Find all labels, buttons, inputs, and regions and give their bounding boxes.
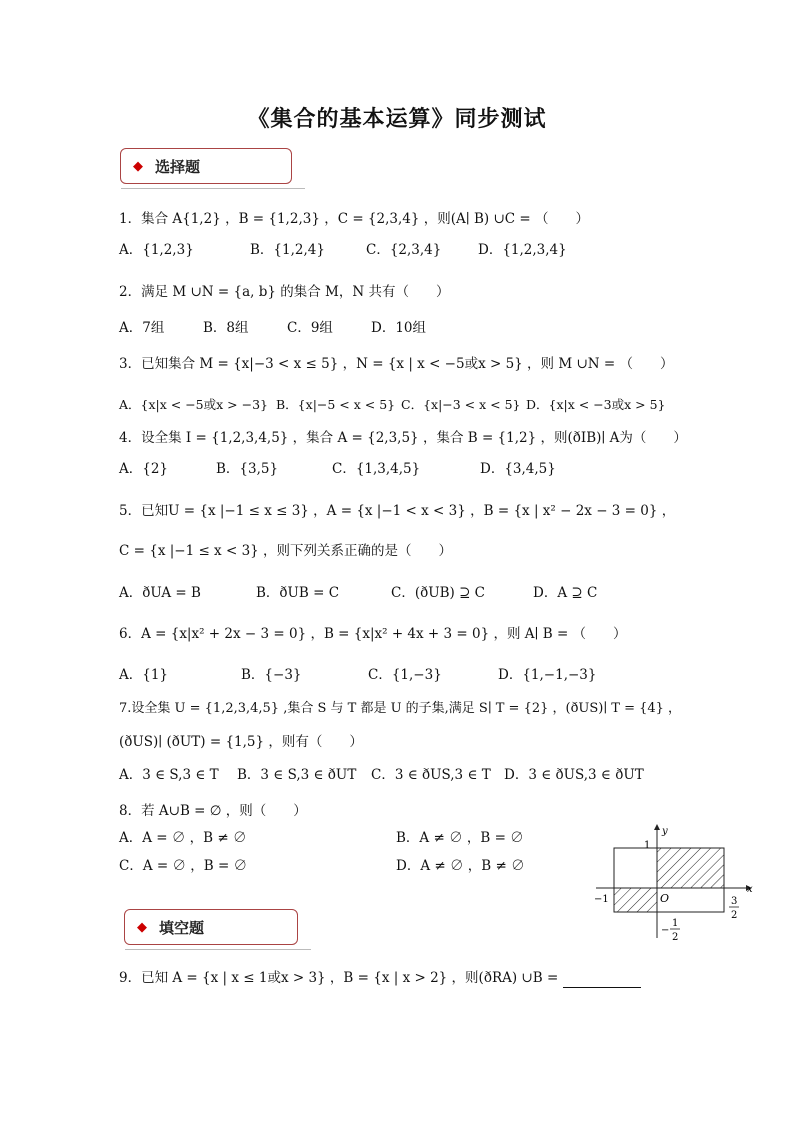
q1-option-a: A．{1,2,3} [119, 242, 194, 258]
diamond-icon: ◆ [137, 920, 147, 935]
q7-option-b: B．3 ∈ S,3 ∈ ðUT [237, 767, 357, 783]
q3-option-d: D．{x|x < −3或x > 5} [526, 397, 666, 412]
q1-option-c: C．{2,3,4} [366, 242, 442, 258]
section-header-fill [124, 909, 298, 945]
q2-option-c: C．9组 [287, 320, 333, 336]
x-fraction-numerator: 3 [731, 896, 738, 907]
section-label: 选择题 [155, 158, 201, 176]
tick-label-one: 1 [644, 840, 651, 851]
q6-option-b: B．{−3} [241, 667, 302, 683]
question-6: 6．A = {x|x² + 2x − 3 = 0} ，B = {x|x² + 4x + 3 = 0} ，则 A∣ B = （ ） [119, 626, 627, 642]
question-4: 4．设全集 I = {1,2,3,4,5} ，集合 A = {2,3,5} ，集合 B = {1,2} ，则(ðIB)∣ A为（ ） [119, 430, 687, 446]
q8-option-c: C．A = ∅ ，B = ∅ [119, 858, 248, 874]
q1-option-b: B．{1,2,4} [250, 242, 325, 258]
q3-option-c: C．{x|−3 < x < 5} [401, 397, 521, 412]
q5-option-b: B．ðUB = C [256, 585, 340, 601]
q6-option-a: A．{1} [119, 667, 169, 683]
coordinate-figure [588, 822, 764, 946]
section-label: 填空题 [159, 919, 205, 937]
question-8: 8．若 A∪B = ∅ ，则（ ） [119, 803, 307, 819]
page-title: 《集合的基本运算》同步测试 [247, 107, 547, 132]
section-header-choice [120, 148, 292, 184]
hatched-region-upper [657, 848, 724, 888]
x-fraction-denominator: 2 [731, 910, 738, 921]
question-7-line-2: (ðUS)∣ (ðUT) = {1,5} ，则有（ ） [119, 734, 363, 750]
question-9-stem: 9．已知 A = {x | x ≤ 1或x > 3} ，B = {x | x > 2} ，则(ðRA) ∪B = [119, 970, 563, 986]
tick-label-neg-one: −1 [594, 894, 609, 905]
q1-option-d: D．{1,2,3,4} [478, 242, 567, 258]
q3-option-b: B．{x|−5 < x < 5} [276, 397, 396, 412]
q8-option-b: B．A ≠ ∅ ，B = ∅ [396, 830, 524, 846]
q8-option-a: A．A = ∅ ，B ≠ ∅ [119, 830, 247, 846]
y-fraction-denominator: 2 [672, 932, 679, 943]
q8-option-d: D．A ≠ ∅ ，B ≠ ∅ [396, 858, 525, 874]
q5-option-a: A．ðUA = B [119, 585, 201, 601]
q7-option-d: D．3 ∈ ðUS,3 ∈ ðUT [504, 767, 644, 783]
origin-label: O [660, 892, 670, 905]
y-axis-arrow-icon [654, 824, 660, 830]
q2-option-d: D．10组 [371, 320, 427, 336]
question-7-line-1: 7.设全集 U = {1,2,3,4,5} ,集合 S 与 T 都是 U 的子集,满足 S∣ T = {2} ，(ðUS)∣ T = {4} ， [119, 701, 682, 716]
question-3: 3．已知集合 M = {x|−3 < x ≤ 5} ，N = {x | x < −5或x > 5} ，则 M ∪N = （ ） [119, 356, 674, 372]
question-5-line-1: 5．已知U = {x |−1 ≤ x ≤ 3} ，A = {x |−1 < x < 3} ，B = {x | x² − 2x − 3 = 0} ， [119, 503, 676, 519]
q7-option-a: A．3 ∈ S,3 ∈ T [119, 767, 219, 783]
q7-option-c: C．3 ∈ ðUS,3 ∈ T [371, 767, 491, 783]
y-fraction-numerator: 1 [672, 918, 679, 929]
x-axis-label: x [747, 884, 753, 895]
diamond-icon: ◆ [133, 159, 143, 174]
question-9 [119, 968, 641, 988]
hatched-region-lower [614, 888, 657, 912]
q4-option-a: A．{2} [119, 461, 169, 477]
q6-option-d: D．{1,−1,−3} [498, 667, 597, 683]
q4-option-b: B．{3,5} [216, 461, 279, 477]
q3-option-a: A．{x|x < −5或x > −3} [119, 397, 268, 412]
question-2: 2．满足 M ∪N = {a, b} 的集合 M，N 共有（ ） [119, 284, 450, 300]
q5-option-c: C．(ðUB) ⊇ C [391, 585, 486, 601]
q5-option-d: D．A ⊇ C [533, 585, 598, 601]
question-1: 1．集合 A{1,2} ，B = {1,2,3} ，C = {2,3,4} ，则(A∣ B) ∪C = （ ） [119, 211, 589, 227]
question-5-line-2: C = {x |−1 ≤ x < 3} ，则下列关系正确的是（ ） [119, 543, 453, 559]
answer-blank[interactable] [563, 973, 641, 988]
q4-option-d: D．{3,4,5} [480, 461, 556, 477]
y-axis-label: y [662, 826, 668, 837]
q6-option-c: C．{1,−3} [368, 667, 442, 683]
q4-option-c: C．{1,3,4,5} [332, 461, 421, 477]
q2-option-b: B．8组 [203, 320, 249, 336]
q2-option-a: A．7组 [119, 320, 165, 336]
y-fraction-sign: − [661, 925, 670, 936]
